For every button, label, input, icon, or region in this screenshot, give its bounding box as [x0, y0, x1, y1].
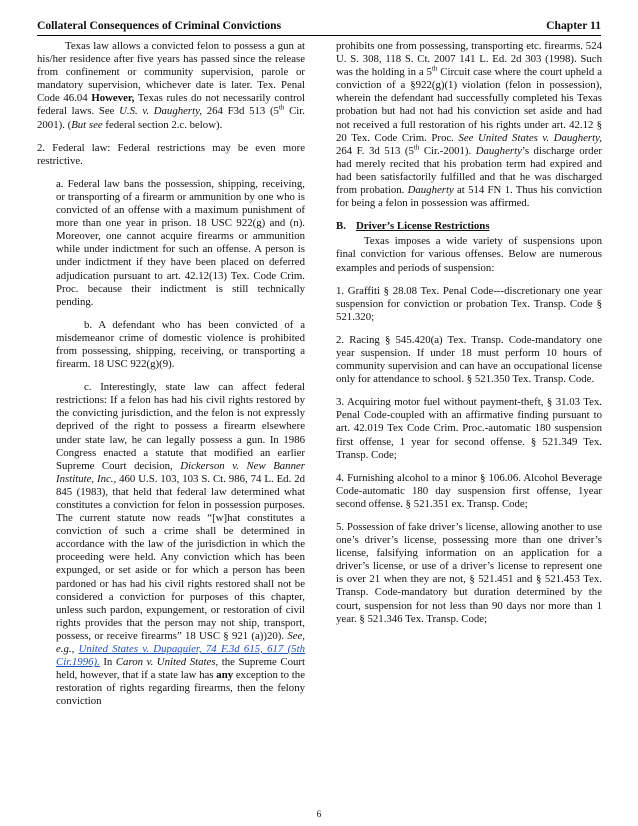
paragraph-item-a: a. Federal law bans the possession, shipping, receiving, or transporting of a firearm or ammunition by one who is convicted of an offense with a maximum punishment of more than one year in prison. 18 USC 922(g) and (n). Moreover, one cannot acquire firearms or ammunition while under indictment for such an offense. A person is under indictment if they have been placed on deferred adjudication pursuant to art. 42.12(13) Tex. Code Crim. Proc. because their indictment is still technically pending.: [56, 177, 305, 308]
list-item-motor-fuel: 3. Acquiring motor fuel without payment-theft, § 31.03 Tex. Penal Code-coupled with an affirmative finding pursuant to art. 42.019 Tex Code Crim. Proc.-automatic 180 suspension first offense, 1 year for second offense. § 521.349 Tex. Transp. Code;: [336, 396, 602, 461]
paragraph-item-c: c. Interestingly, state law can affect federal restrictions: If a felon has had his civil rights restored by the convicting jurisdiction, and the felon is not expressly deprived of the right to possess a firearm elsewhere under state law, he can legally possess a gun. In 1986 Congress enacted a statute that modified an earlier Supreme Court decision, Dickerson v. New Banner Institute, Inc., 460 U.S. 103, 103 S. Ct. 986, 74 L. Ed. 2d 845 (1983), that held that federal law determined what constitutes a conviction for felon in possession purposes. The current statute now reads “[w]hat constitutes a conviction of such a crime shall be determined in accordance with the law of the jurisdiction in which the proceeding were held. Any conviction which has been expunged, or set aside or for which a person has been pardoned or has had his civil rights restored shall not be considered a conviction for purposes of this chapter, unless such pardon, expungement, or restoration of civil rights provides that the person may not ship, transport, possess, or receive firearms” 18 USC § 921 (a))20). See, e.g., United States v. Dupaquier, 74 F.3d 615, 617 (5th Cir.1996). In Caron v. United States, the Supreme Court held, however, that if a state law has any exception to the restoration of rights regarding firearms, then the felony conviction: [56, 381, 305, 708]
list-item-alcohol: 4. Furnishing alcohol to a minor § 106.06. Alcohol Beverage Code-automatic 180 day suspension first offense, 1year second offense. § 521.351 ex. Transp. Code;: [336, 471, 602, 510]
paragraph-texas-law: Texas law allows a convicted felon to possess a gun at his/her residence after five years has passed since the release from confinement or community supervision, parole or mandatory supervision, whichever date is later. Tex. Penal Code 46.04 However, Texas rules do not necessarily control federal laws. See U.S. v. Daugherty, 264 F3d 513 (5th Cir. 2001). (But see federal section 2.c. below).: [37, 40, 306, 131]
section-title: Driver’s License Restrictions: [356, 220, 490, 233]
section-letter: B.: [336, 220, 346, 233]
list-item-graffiti: 1. Graffiti § 28.08 Tex. Penal Code---discretionary one year suspension for conviction or probation Tex. Transp. Code § 521.320;: [336, 284, 602, 323]
paragraph-intro: Texas imposes a wide variety of suspensions upon final conviction for various offenses. Below are numerous examples and periods of suspension:: [336, 235, 602, 274]
case-link[interactable]: United States v. Dupaquier, 74 F.3d 615, 617 (5th Cir.1996).: [56, 643, 305, 669]
running-header: [37, 12, 601, 36]
page-number: 6: [316, 810, 322, 820]
paragraph-item-b: b. A defendant who has been convicted of a misdemeanor crime of domestic violence is prohibited from possessing, shipping, receiving, or transporting a firearm. 18 USC 922(g)(9).: [56, 318, 305, 371]
header-title: Collateral Consequences of Criminal Convictions: [37, 19, 282, 32]
header-chapter: Chapter 11: [546, 19, 601, 32]
list-item-fake-license: 5. Possession of fake driver’s license, allowing another to use one’s driver’s license, possessing more than one driver’s license, falsifying information on an application for a driver’s license, or use of a driver’s license to represent one is over 21 when they are not, § 521.451 and § 521.453 Tex. Transp. Code-mandatory but duration determined by the court, suspension for not less than 90 days nor more than 1 year. § 521.346 Tex. Transp. Code;: [336, 521, 602, 625]
paragraph-federal-law: 2. Federal law: Federal restrictions may be even more restrictive.: [37, 141, 305, 167]
section-heading: [336, 220, 602, 233]
right-column: [336, 40, 602, 626]
list-item-racing: 2. Racing § 545.420(a) Tex. Transp. Code-mandatory one year suspension. If under 18 must perform 10 hours of community supervision and can have an occupational license only for attendance to school. § 521.350 Tex. Transp. Code.: [336, 333, 602, 386]
left-column: [37, 40, 305, 709]
paragraph-continuation: prohibits one from possessing, transporting etc. firearms. 524 U. S. 308, 118 S. Ct. 2007 141 L. Ed. 2d 303 (1998). Such was the holding in a 5th Circuit case where the court upheld a conviction of a §922(g)(1) violation (felon in possession), wherein the defendant had successfully completed his Texas probation but had not had his conviction set aside and had not received a full restoration of his rights under art. 42.12 § 20 Tex. Code Crim. Proc. See United States v. Daugherty, 264 F. 3d 513 (5th Cir.-2001). Daugherty’s discharge order had merely recited that his probation term had expired and had been satisfactorily fulfilled and that he was discharged from probation. Daugherty at 514 FN 1. Thus his conviction for being a felon in possession was affirmed.: [336, 40, 602, 210]
